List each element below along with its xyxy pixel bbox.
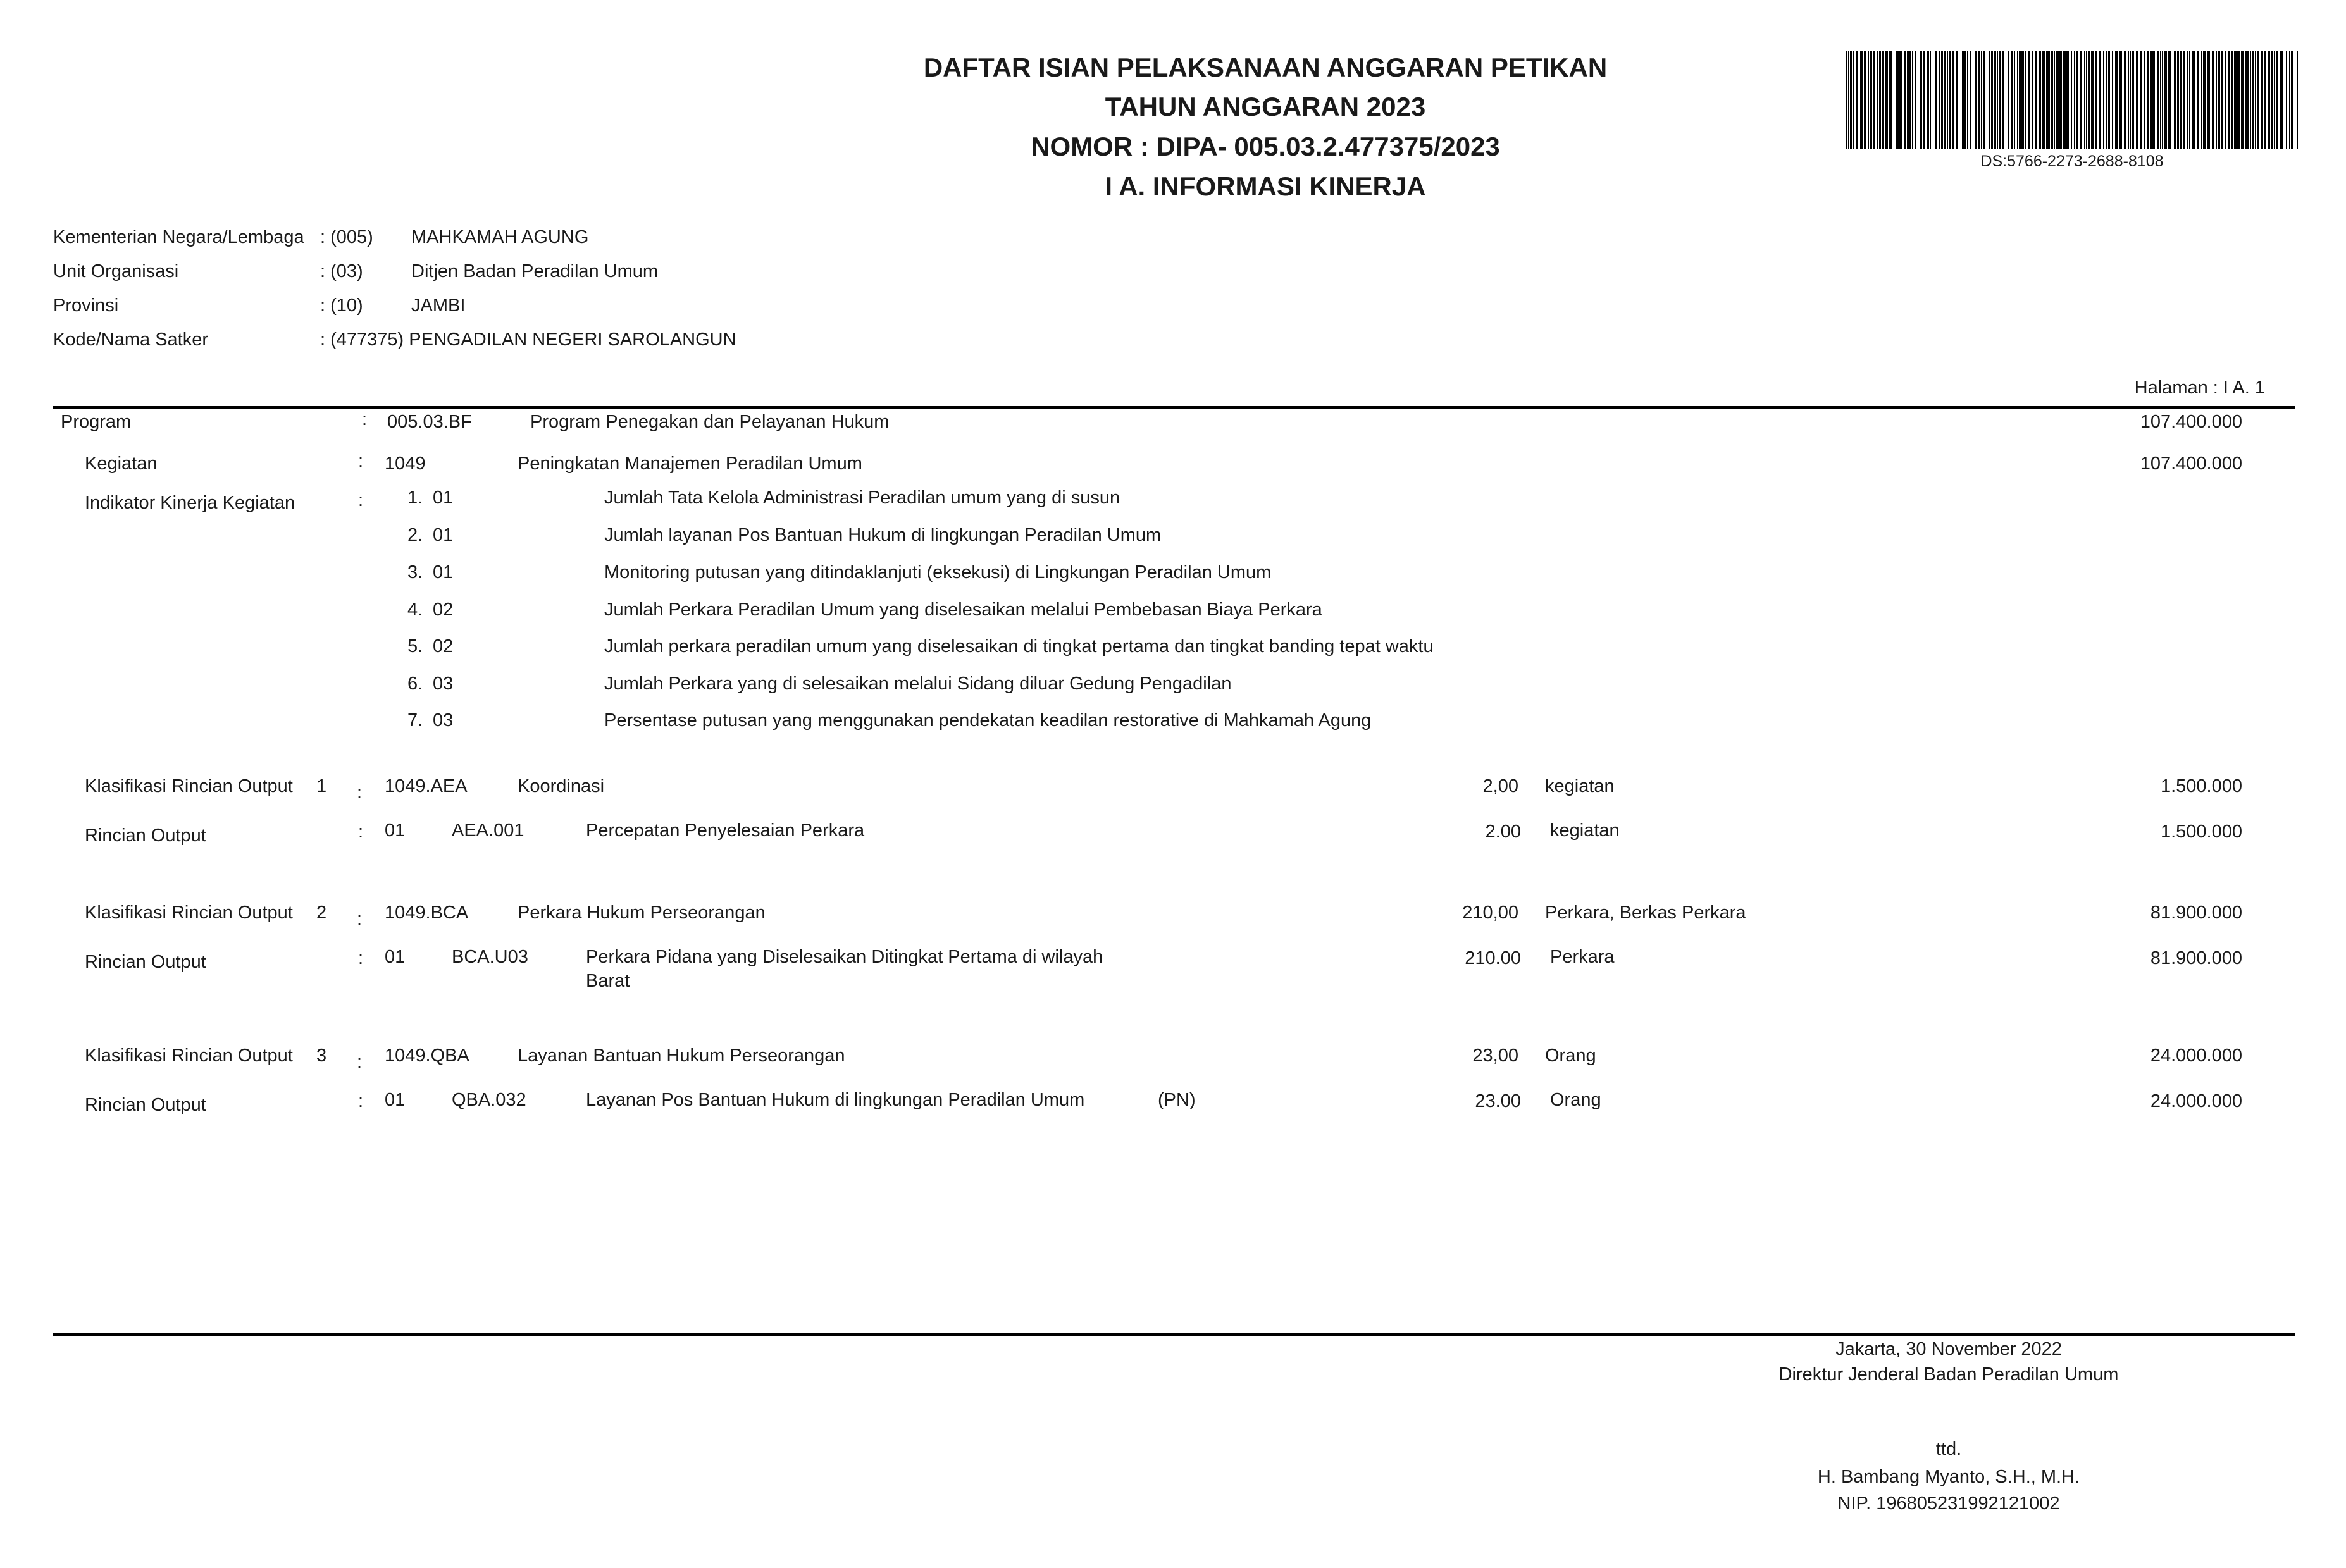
identity-code-ministry: : (005): [320, 227, 373, 247]
identity-code-province: : (10): [320, 295, 363, 316]
kro-volume: 23,00: [1472, 1046, 1518, 1066]
kro-colon: :: [357, 909, 363, 929]
indikator-text: Persentase putusan yang menggunakan pendekatan keadilan restorative di Mahkamah Agung: [604, 710, 1372, 731]
program-label: Program: [61, 412, 132, 432]
ro-name: Layanan Pos Bantuan Hukum di lingkungan Peradilan Umum: [586, 1090, 1085, 1110]
kro-code: 1049.AEA: [385, 776, 468, 796]
ro-volume: 23.00: [1475, 1091, 1521, 1111]
ro-code: BCA.U03: [452, 947, 528, 967]
kro-unit: kegiatan: [1545, 776, 1615, 796]
dipa-number-title: NOMOR : DIPA- 005.03.2.477375/2023: [1031, 132, 1500, 161]
section-title: I A. INFORMASI KINERJA: [1105, 171, 1426, 201]
kro-amount: 24.000.000: [2150, 1046, 2242, 1066]
kro-amount: 81.900.000: [2150, 903, 2242, 923]
ro-name: Percepatan Penyelesaian Perkara: [586, 820, 865, 841]
ro-amount: 1.500.000: [2160, 822, 2242, 842]
ro-label: Rincian Output: [85, 952, 206, 972]
indikator-text: Jumlah Perkara yang di selesaikan melalui Sidang diluar Gedung Pengadilan: [604, 674, 1232, 694]
kro-code: 1049.BCA: [385, 903, 469, 923]
indikator-code: 01: [433, 525, 454, 545]
ro-number: 01: [385, 1090, 406, 1110]
identity-label-ministry: Kementerian Negara/Lembaga: [53, 227, 304, 247]
kegiatan-label: Kegiatan: [85, 454, 158, 474]
indikator-num: 6.: [407, 674, 423, 694]
kegiatan-amount: 107.400.000: [2140, 454, 2242, 474]
indikator-colon: :: [358, 490, 364, 510]
kro-number: 2: [316, 903, 327, 923]
identity-label-satker: Kode/Nama Satker: [53, 330, 209, 350]
barcode-text: DS:5766-2273-2688-8108: [1980, 152, 2164, 170]
indikator-code: 01: [433, 562, 454, 583]
indikator-text: Jumlah layanan Pos Bantuan Hukum di lingkungan Peradilan Umum: [604, 525, 1162, 545]
ro-volume: 2.00: [1485, 822, 1521, 842]
identity-code-unit: : (03): [320, 261, 363, 281]
program-name: Program Penegakan dan Pelayanan Hukum: [530, 412, 890, 432]
kro-volume: 210,00: [1462, 903, 1518, 923]
indikator-num: 3.: [407, 562, 423, 583]
kegiatan-code: 1049: [385, 454, 426, 474]
identity-label-province: Provinsi: [53, 295, 119, 316]
identity-value-province: JAMBI: [411, 295, 466, 316]
ro-volume: 210.00: [1465, 948, 1521, 968]
kegiatan-colon: :: [358, 451, 364, 471]
signature-ttd: ttd.: [1935, 1439, 1962, 1459]
ro-amount: 24.000.000: [2150, 1091, 2242, 1111]
kro-amount: 1.500.000: [2160, 776, 2242, 796]
indikator-num: 4.: [407, 600, 423, 620]
fiscal-year-title: TAHUN ANGGARAN 2023: [1105, 92, 1426, 121]
kro-label: Klasifikasi Rincian Output: [85, 903, 293, 923]
kro-name: Layanan Bantuan Hukum Perseorangan: [518, 1046, 845, 1066]
kro-code: 1049.QBA: [385, 1046, 469, 1066]
ro-code: AEA.001: [452, 820, 524, 841]
ro-name-continued: Barat: [586, 971, 630, 991]
indikator-code: 03: [433, 674, 454, 694]
kro-number: 1: [316, 776, 327, 796]
ro-number: 01: [385, 947, 406, 967]
ro-tag: (PN): [1158, 1090, 1196, 1110]
ro-colon: :: [358, 1091, 364, 1111]
signature-position: Direktur Jenderal Badan Peradilan Umum: [1778, 1364, 2119, 1385]
indikator-code: 02: [433, 636, 454, 657]
ro-amount: 81.900.000: [2150, 948, 2242, 968]
kro-colon: :: [357, 1052, 363, 1072]
kro-name: Koordinasi: [518, 776, 605, 796]
indikator-code: 03: [433, 710, 454, 731]
identity-value-unit: Ditjen Badan Peradilan Umum: [411, 261, 659, 281]
indikator-text: Jumlah Tata Kelola Administrasi Peradilan umum yang di susun: [604, 488, 1120, 508]
identity-label-unit: Unit Organisasi: [53, 261, 179, 281]
program-amount: 107.400.000: [2140, 412, 2242, 432]
ro-unit: kegiatan: [1550, 820, 1620, 841]
indikator-num: 5.: [407, 636, 423, 657]
identity-code-satker: : (477375) PENGADILAN NEGERI SAROLANGUN: [320, 330, 736, 350]
kegiatan-name: Peningkatan Manajemen Peradilan Umum: [518, 454, 862, 474]
kro-label: Klasifikasi Rincian Output: [85, 1046, 293, 1066]
ro-name: Perkara Pidana yang Diselesaikan Ditingkat Pertama di wilayah: [586, 947, 1103, 967]
ro-unit: Orang: [1550, 1090, 1601, 1110]
program-code: 005.03.BF: [387, 412, 472, 432]
indikator-num: 2.: [407, 525, 423, 545]
top-divider: [53, 406, 2295, 409]
kro-unit: Perkara, Berkas Perkara: [1545, 903, 1746, 923]
signatory-name: H. Bambang Myanto, S.H., M.H.: [1817, 1467, 2080, 1487]
kro-unit: Orang: [1545, 1046, 1596, 1066]
signatory-nip: NIP. 196805231992121002: [1837, 1493, 2060, 1514]
indikator-label: Indikator Kinerja Kegiatan: [85, 493, 295, 513]
ro-colon: :: [358, 948, 364, 968]
kro-volume: 2,00: [1482, 776, 1518, 796]
ro-number: 01: [385, 820, 406, 841]
program-colon: :: [362, 409, 368, 429]
page-number: Halaman : I A. 1: [2134, 378, 2265, 398]
ro-label: Rincian Output: [85, 1095, 206, 1115]
barcode-image: [1846, 51, 2298, 149]
kro-label: Klasifikasi Rincian Output: [85, 776, 293, 796]
indikator-text: Jumlah perkara peradilan umum yang diselesaikan di tingkat pertama dan tingkat banding tepat waktu: [604, 636, 1434, 657]
ro-colon: :: [358, 822, 364, 842]
signature-place-date: Jakarta, 30 November 2022: [1835, 1339, 2062, 1359]
document-title: DAFTAR ISIAN PELAKSANAAN ANGGARAN PETIKAN: [923, 52, 1608, 82]
indikator-text: Jumlah Perkara Peradilan Umum yang diselesaikan melalui Pembebasan Biaya Perkara: [604, 600, 1322, 620]
indikator-num: 1.: [407, 488, 423, 508]
kro-name: Perkara Hukum Perseorangan: [518, 903, 766, 923]
indikator-text: Monitoring putusan yang ditindaklanjuti (eksekusi) di Lingkungan Peradilan Umum: [604, 562, 1272, 583]
identity-value-ministry: MAHKAMAH AGUNG: [411, 227, 589, 247]
ro-unit: Perkara: [1550, 947, 1615, 967]
ro-code: QBA.032: [452, 1090, 526, 1110]
kro-number: 3: [316, 1046, 327, 1066]
ro-label: Rincian Output: [85, 825, 206, 846]
bottom-divider: [53, 1333, 2295, 1336]
indikator-code: 01: [433, 488, 454, 508]
indikator-code: 02: [433, 600, 454, 620]
kro-colon: :: [357, 782, 363, 803]
indikator-num: 7.: [407, 710, 423, 731]
